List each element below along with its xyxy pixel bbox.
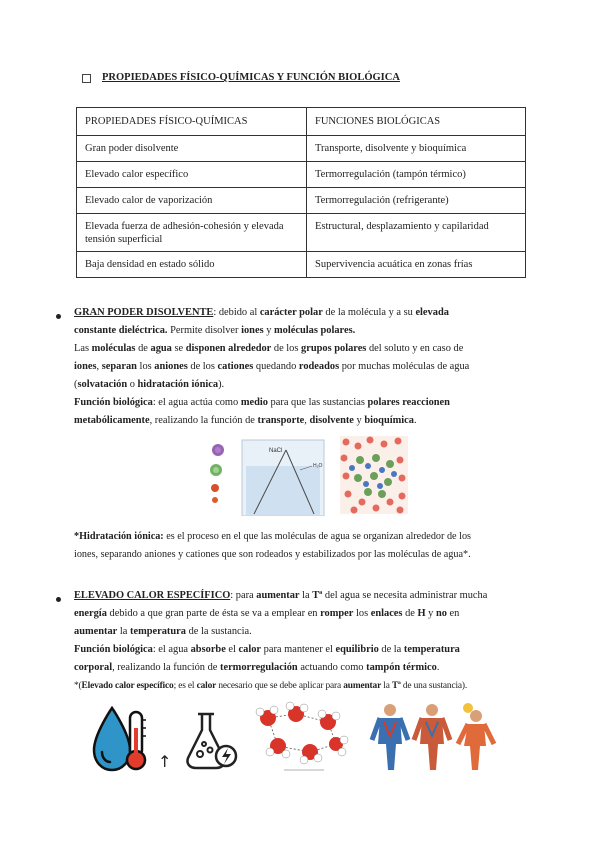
bullet-icon [56,597,61,602]
table-cell: Elevado calor de vaporización [77,188,307,214]
table-cell: Elevada fuerza de adhesión-cohesión y elevada tensión superficial [77,214,307,252]
table-header-row [77,108,526,136]
section1-paragraph [74,304,526,430]
properties-table [76,107,526,278]
text-line: aumentar la temperatura de la sustancia. [74,626,252,637]
text-line: *Hidratación iónica: es el proceso en el que las moléculas de agua se organizan alrededor de los [74,531,471,542]
text-line: Las moléculas de agua se disponen alrededor de los grupos polares del soluto y en caso de [74,343,464,354]
section2-paragraph [74,587,526,695]
table-cell: Estructural, desplazamiento y capilaridad [307,214,526,252]
text-line: ELEVADO CALOR ESPECÍFICO: para aumentar la Tª del agua se necesita administrar mucha [74,590,488,601]
section-heading: ELEVADO CALOR ESPECÍFICO [74,590,231,601]
table-header: FUNCIONES BIOLÓGICAS [307,108,526,136]
table-cell: Transporte, disolvente y bioquímica [307,136,526,162]
body-thermoregulation-image [368,700,498,776]
table-row [77,188,526,214]
table-cell: Gran poder disolvente [77,136,307,162]
nacl-dissolution-image [200,436,340,516]
table-row [77,136,526,162]
text-line: corporal, realizando la función de termorregulación actuando como tampón térmico. [74,662,440,673]
text-line: metabólicamente, realizando la función de transporte, disolvente y bioquímica. [74,415,417,426]
table-cell: Termorregulación (tampón térmico) [307,162,526,188]
page-title: PROPIEDADES FÍSICO-QUÍMICAS Y FUNCIÓN BIOLÓGICA [102,72,400,83]
text-line: Función biológica: el agua actúa como medio para que las sustancias polares reaccionen [74,397,450,408]
text-line: iones, separando aniones y cationes que son rodeados y estabilizados por las moléculas de agua*. [74,549,471,560]
table-row [77,214,526,252]
arrow-up-icon: ↑ [158,752,172,771]
table-cell: Termorregulación (refrigerante) [307,188,526,214]
svg-text:H₂O: H₂O [313,463,323,469]
checkbox-icon [82,74,91,83]
table-cell: Supervivencia acuática en zonas frías [307,252,526,278]
table-row [77,162,526,188]
solvation-lattice-image [340,436,408,514]
table-cell: Elevado calor específico [77,162,307,188]
note-hydration [74,528,526,564]
water-temperature-icon [90,704,152,776]
text-line: (solvatación o hidratación iónica). [74,379,225,390]
table-header: PROPIEDADES FÍSICO-QUÍMICAS [77,108,307,136]
text-line: constante dieléctrica. Permite disolver iones y moléculas polares. [74,325,356,336]
table-row [77,252,526,278]
water-molecules-image [248,700,356,774]
text-line: *(Elevado calor específico; es el calor necesario que se debe aplicar para aumentar la Tª de una sustancia). [74,681,468,691]
table-cell: Baja densidad en estado sólido [77,252,307,278]
flask-energy-icon [182,710,240,772]
text-line: GRAN PODER DISOLVENTE: debido al carácter polar de la molécula y a su elevada [74,307,449,318]
bullet-icon [56,314,61,319]
text-line: Función biológica: el agua absorbe el calor para mantener el equilibrio de la temperatura [74,644,460,655]
section-heading: GRAN PODER DISOLVENTE [74,307,214,318]
text-line: iones, separan los aniones de los cationes quedando rodeados por muchas moléculas de agua [74,361,470,372]
nacl-label: NaCl [269,448,283,454]
text-line: energía debido a que gran parte de ésta se va a emplear en romper los enlaces de H y no en [74,608,460,619]
